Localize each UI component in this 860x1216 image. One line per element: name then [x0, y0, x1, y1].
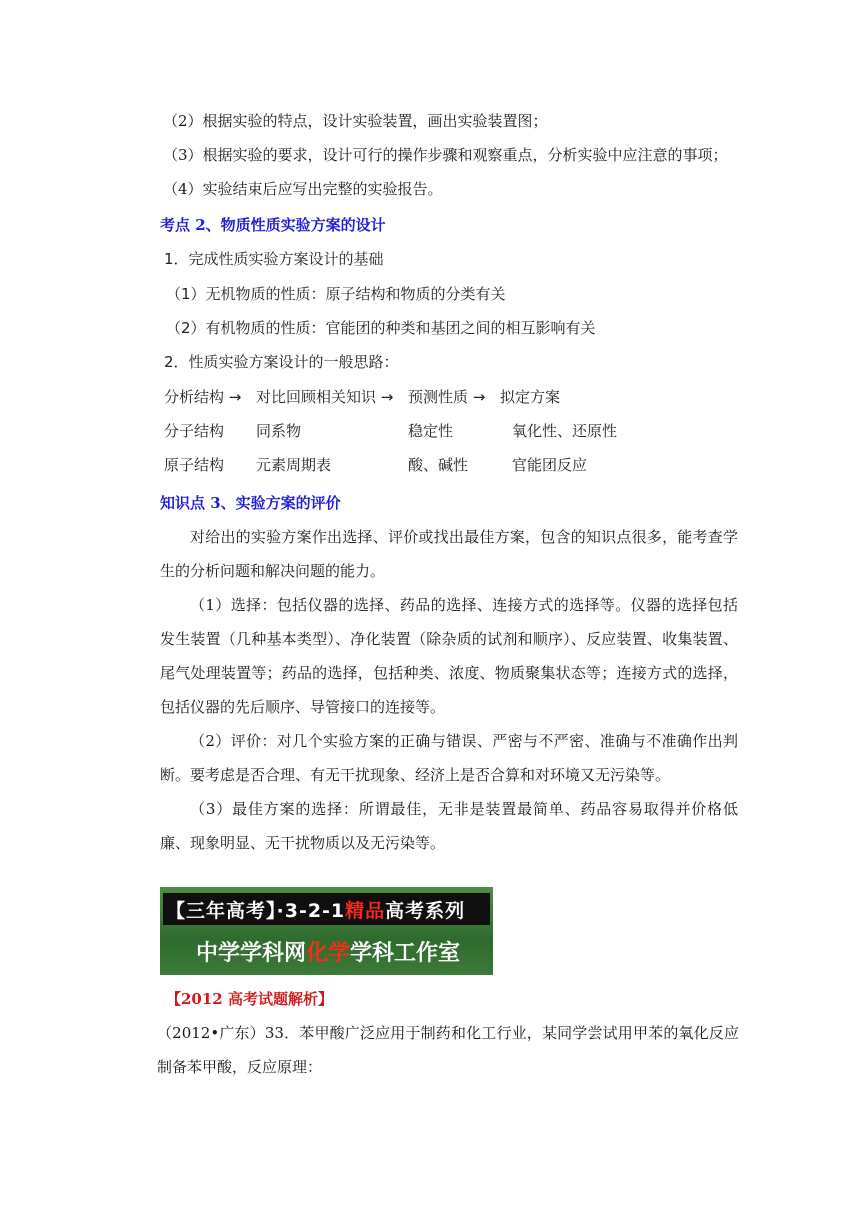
step-2: （2）根据实验的特点，设计实验装置，画出实验装置图； [163, 112, 548, 130]
flow-step-2: 对比回顾相关知识 → [256, 388, 394, 406]
section-3-intro: 对给出的实验方案作出选择、评价或找出最佳方案，包含的知识点很多，能考查学生的分析问题和解决问题的能力。 [160, 528, 738, 580]
banner-line-2-b: 化学 [306, 941, 351, 966]
row1-col4: 氧化性、还原性 [512, 422, 618, 440]
flow-step-1: 分析结构 → [164, 388, 242, 406]
row1-col2: 同系物 [256, 422, 302, 440]
banner-line-2-a: 中学学科网 [196, 941, 307, 966]
series-banner [160, 887, 493, 975]
property-design-figure [160, 246, 625, 480]
row2-col3: 酸、碱性 [408, 456, 469, 474]
row1-col1: 分子结构 [164, 422, 225, 440]
row2-col1: 原子结构 [164, 456, 225, 474]
section-3-heading: 知识点 3、实验方案的评价 [160, 494, 341, 512]
banner-line-1 [166, 896, 465, 923]
exam-heading: 【2012 高考试题解析】 [166, 990, 333, 1008]
row2-col2: 元素周期表 [256, 456, 332, 474]
banner-line-1-c: 高考系列 [385, 900, 466, 922]
step-3: （3）根据实验的要求，设计可行的操作步骤和观察重点，分析实验中应注意的事项； [163, 146, 728, 164]
row1-col3: 稳定性 [408, 422, 454, 440]
point-2: 2．性质实验方案设计的一般思路： [164, 353, 399, 371]
banner-line-2-c: 学科工作室 [350, 941, 461, 966]
row2-col4: 官能团反应 [512, 456, 588, 474]
flow-step-4: 拟定方案 [500, 388, 561, 406]
section-3-p2: （2）评价：对几个实验方案的正确与错误、严密与不严密、准确与不准确作出判断。要考虑是否合理、有无干扰现象、经济上是否合算和对环境又无污染等。 [160, 732, 738, 784]
step-4: （4）实验结束后应写出完整的实验报告。 [163, 180, 443, 198]
section-2-heading: 考点 2、物质性质实验方案的设计 [160, 216, 386, 234]
point-1: 1．完成性质实验方案设计的基础 [164, 250, 384, 268]
exam-question: （2012•广东）33．苯甲酸广泛应用于制药和化工行业，某同学尝试用甲苯的氧化反应制备苯甲酸，反应原理： [157, 1024, 739, 1076]
point-1b: （2）有机物质的性质：官能团的种类和基团之间的相互影响有关 [166, 319, 596, 337]
banner-line-1-b: 精品 [345, 900, 386, 922]
point-1a: （1）无机物质的性质：原子结构和物质的分类有关 [166, 285, 506, 303]
banner-line-2 [196, 936, 460, 967]
section-3-p3: （3）最佳方案的选择：所谓最佳，无非是装置最简单、药品容易取得并价格低廉、现象明显、无干扰物质以及无污染等。 [160, 800, 738, 852]
banner-line-1-a: 【三年高考】·3-2-1 [166, 900, 346, 922]
section-3-p1: （1）选择：包括仪器的选择、药品的选择、连接方式的选择等。仪器的选择包括发生装置（几种基本类型）、净化装置（除杂质的试剂和顺序）、反应装置、收集装置、尾气处理装置等；药品的选择，包括种类、浓度、物质聚集状态等；连接方式的选择，包括仪器的先后顺序、导管接口的连接等。 [160, 596, 738, 716]
flow-step-3: 预测性质 → [408, 388, 486, 406]
